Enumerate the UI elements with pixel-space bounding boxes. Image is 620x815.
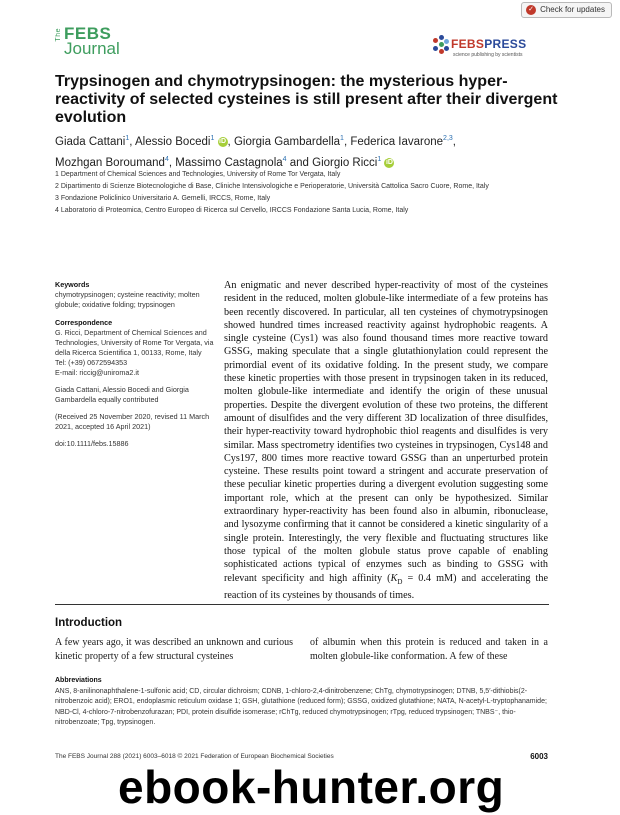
abstract-text: An enigmatic and never described hyper-reactivity of most of the cysteines resident in the reduced, molten globule-like intermediate of a few proteins has been recently discovered. In particular, all ten cysteines of chymotrypsinogen showed hundred times increased reactivity against hydrophobic reagents. A single cysteine (Cys1) was also found thousand times more reactive toward GSSG, making speculate that a single glutathionylation could represent the primordial event of its oxidative folding. In the present study, we compare these kinetic properties with those present in trypsinogen taken in its reduced, molten globule-like intermediate and identify the origin of these unusual properties. Despite the divergent evolution of these two proteins, the different amount of disulfides and the very different 3D localization of three disulfides, their hyper-reactivity toward hydrophobic thiol reagents and disulfides is very similar. Mass spectrometry identifies two cysteines in trypsinogen, Cys148 and Cys197, 800 times more reactive toward GSSG than an unperturbed protein cysteine. These results point toward a stringent and accurate preservation of these peculiar kinetic properties during a divergent evolution suggesting some important role, which at the present can only be hypothesized. Similar extraordinary hyper-reactivity has been found also in albumin, ribonuclease, and lysozyme confirming that it cannot be considered a kinetic singularity of a single protein. Interestingly, the very flexible and fluctuating structures like those typical of the molten globule status prove capable of enabling sophisticated actions typical of enzymes such as binding to GSSG with relevant specificity and high affinity ( (224, 280, 548, 584)
journal-logo-the: The (55, 28, 62, 42)
affiliations (55, 169, 575, 217)
affiliation-2: 2 Dipartimento di Scienze Biotecnologiche di Base, Cliniche Intensivologiche e Perioperatorie, Università Cattolica Sacro Cuore, Rome, Italy (55, 183, 489, 190)
orcid-icon[interactable]: iD (385, 158, 393, 166)
affiliation-4: 4 Laboratorio di Proteomica, Centro Europeo di Ricerca sul Cervello, IRCCS Fondazione Santa Lucia, Rome, Italy (55, 207, 409, 214)
author-affiliation-mark: 2,3 (443, 135, 453, 142)
affiliation-3: 3 Fondazione Policlinico Universitario A. Gemelli, IRCCS, Rome, Italy (55, 195, 271, 202)
author-name: Massimo Castagnola (175, 156, 283, 169)
affiliation-1: 1 Department of Chemical Sciences and Technologies, University of Rome Tor Vergata, Italy (55, 171, 341, 178)
author-name: Alessio Bocedi (135, 135, 211, 148)
keywords: chymotrypsinogen; cysteine reactivity; molten globule; oxidative folding; trypsinogen (55, 290, 200, 309)
introduction-heading: Introduction (55, 617, 123, 629)
author-name: Giorgia Gambardella (233, 135, 341, 148)
check-for-updates-label: Check for updates (540, 5, 605, 14)
watermark: ebook-hunter.org (118, 761, 505, 813)
correspondence-tel: Tel: (+39) 0672594353 (55, 358, 128, 367)
febs-press-name: FEBSPRESS (451, 37, 527, 51)
journal-logo-journal: Journal (64, 39, 120, 58)
journal-logo-febs: FEBS (64, 24, 112, 43)
author-affiliation-mark: 4 (282, 155, 287, 163)
author-affiliation-mark: 4 (164, 155, 169, 163)
abstract-kd: K (390, 572, 398, 584)
author-name: Giada Cattani (55, 135, 126, 148)
abbreviations (55, 676, 549, 729)
keywords-heading: Keywords (55, 280, 90, 289)
journal-logo (55, 24, 135, 60)
footer-citation: The FEBS Journal 288 (2021) 6003–6018 © 2021 Federation of European Biochemical Societies (55, 753, 334, 760)
author-name: Giorgio Ricci (312, 156, 378, 169)
introduction-column-2: of albumin when this protein is reduced and taken in a molten globule-like conformation. A few of these (310, 637, 548, 662)
article-sidebar (55, 280, 215, 456)
correspondence-address: G. Ricci, Department of Chemical Sciences and Technologies, University of Rome Tor Vergata, via della Ricerca Scientifica 1, 00133, Rome, Italy (55, 328, 214, 357)
febs-press-logo (433, 35, 543, 65)
correspondence-email[interactable]: E-mail: riccig@uniroma2.it (55, 368, 139, 377)
received-dates: (Received 25 November 2020, revised 11 March 2021, accepted 16 April 2021) (55, 412, 210, 431)
equal-contribution-note: Giada Cattani, Alessio Bocedi and Giorgia Gambardella equally contributed (55, 385, 189, 404)
febs-press-dots-icon (433, 35, 449, 57)
abbreviations-text: ANS, 8-anilinonaphthalene-1-sulfonic acid; CD, circular dichroism; CDNB, 1-chloro-2,4-dinitrobenzene; ChTg, chymotrypsinogen; DTNB, 5,5′-dithiobis(2-nitrobenzoic acid); ERO1, endoplasmic reticulum oxidase 1; GSH, glutathione (reduced form); GSSG, oxidized glutathione; NATA, N-acetyl-L-tryptophanamide; NBD-Cl, 4-chloro-7-nitrobenzofurazan; PDI, protein disulfide isomerase; rChTg, reduced chymotrypsinogen; rTpg, reduced trypsinogen; TNBS⁻, thio-nitrobenzoate; Tpg, trypsinogen. (55, 687, 547, 727)
doi[interactable]: doi:10.1111/febs.15886 (55, 439, 129, 448)
febs-press-tagline: science publishing by scientists (453, 52, 523, 58)
abstract-kd-sub: D (397, 577, 403, 586)
author-affiliation-mark: 1 (340, 135, 344, 142)
author-affiliation-mark: 1 (377, 155, 382, 163)
author-list: Giada Cattani$^1$, Alessio Bocedi$^1$ iD , Giorgia Gambardella$^1$, Federica Iavarone$^{2,3}$, Mozhgan Boroumand$^4$, Massimo Castagnola$^4$ and Giorgio Ricci$^1$ iD (55, 135, 456, 169)
abstract-tail: = 0.4 mM) and accelerating the reaction of its cysteines by thousands of times. (224, 572, 548, 601)
section-divider (55, 604, 549, 605)
check-for-updates-button[interactable] (521, 2, 612, 18)
author-affiliation-mark: 1 (125, 135, 130, 142)
author-name: Mozhgan Boroumand (55, 156, 165, 169)
abbreviations-heading: Abbreviations (55, 677, 102, 684)
article-title: Trypsinogen and chymotrypsinogen: the mysterious hyper-reactivity of selected cysteines is still present after their divergent evolution (55, 73, 558, 126)
abstract (224, 279, 548, 602)
author-name: Federica Iavarone (350, 135, 444, 148)
orcid-icon[interactable]: iD (219, 137, 227, 145)
correspondence-heading: Correspondence (55, 318, 113, 327)
introduction-column-1: A few years ago, it was described an unknown and curious kinetic property of a few structural cysteines (55, 637, 293, 662)
update-badge-icon: ✓ (526, 5, 536, 15)
page-number: 6003 (530, 752, 548, 761)
author-affiliation-mark: 1 (210, 135, 215, 142)
